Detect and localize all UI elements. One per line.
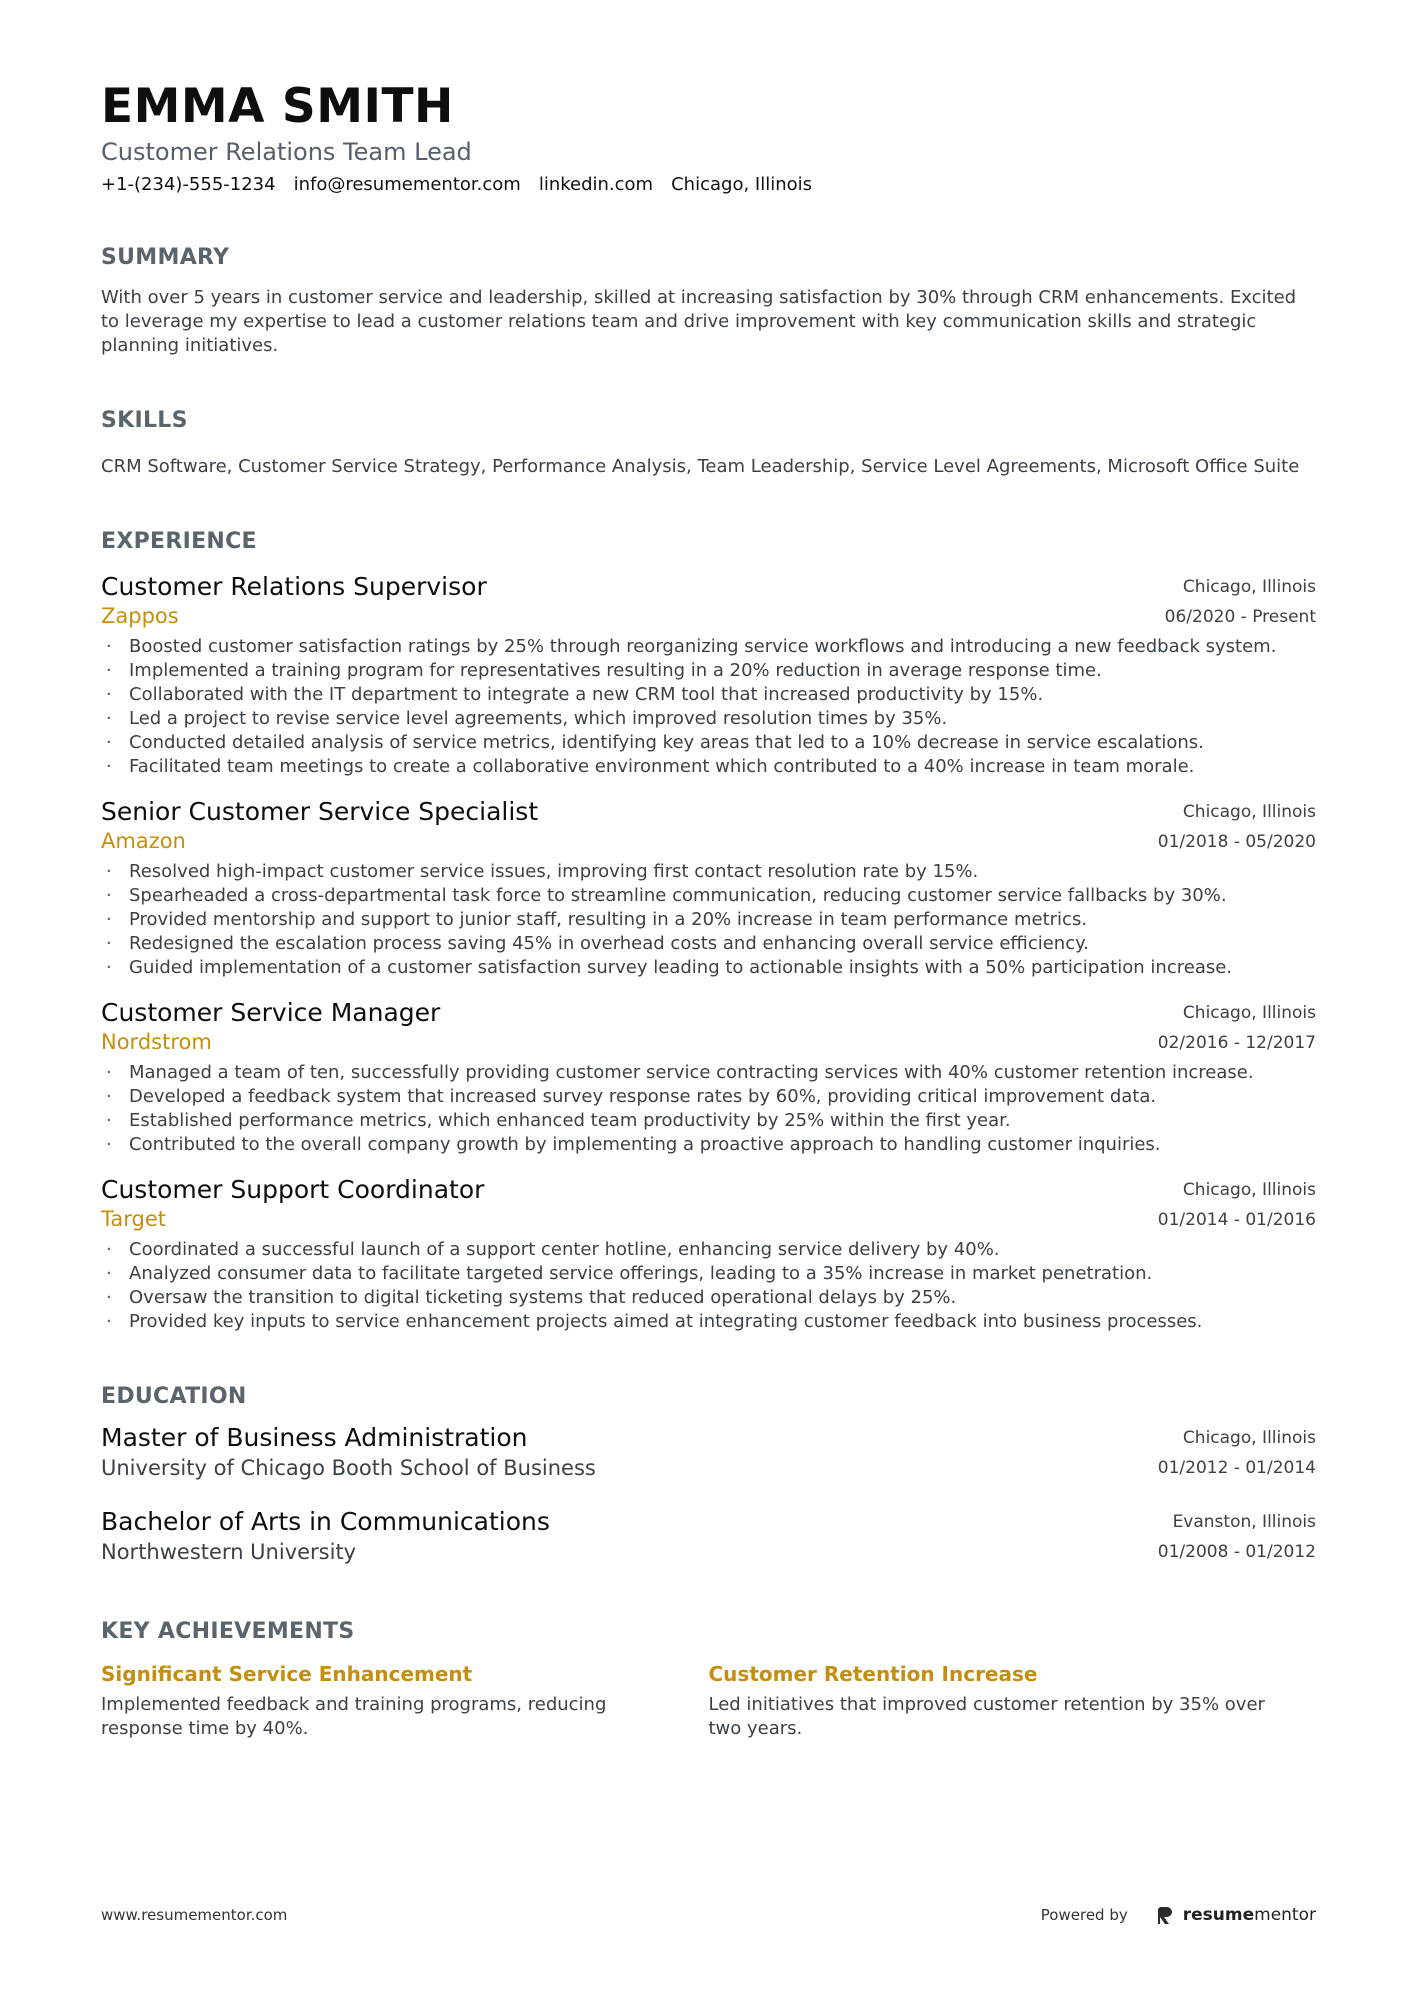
job-bullet: · Redesigned the escalation process saving 45% in overhead costs and enhancing overall service efficiency. <box>101 932 1316 956</box>
job-bullet: · Established performance metrics, which enhanced team productivity by 25% within the first year. <box>101 1109 1316 1133</box>
job-bullet: · Collaborated with the IT department to integrate a new CRM tool that increased productivity by 15%. <box>101 683 1316 707</box>
education-entry <box>101 1507 1316 1567</box>
job-entry <box>101 998 1316 1157</box>
job-bullets <box>101 1238 1316 1334</box>
job-title: Customer Service Manager <box>101 998 441 1028</box>
job-bullet: · Spearheaded a cross-departmental task force to streamline communication, reducing customer service fallbacks by 30%. <box>101 884 1316 908</box>
job-dates: 02/2016 - 12/2017 <box>1157 1033 1316 1054</box>
summary-text: With over 5 years in customer service and leadership, skilled at increasing satisfaction by 30% through CRM enhancements. Excited to leverage my expertise to lead a customer relations team and drive improvement with key communication skills and strategic planning initiatives. <box>101 287 1297 357</box>
powered-by-label: Powered by <box>1040 1906 1128 1924</box>
job-bullet: · Oversaw the transition to digital ticketing systems that reduced operational delays by 25%. <box>101 1286 1316 1310</box>
education-dates: 01/2008 - 01/2012 <box>1157 1542 1316 1563</box>
education-heading: EDUCATION <box>101 1384 247 1410</box>
job-bullets <box>101 1061 1316 1157</box>
brand-logo-text <box>1183 1905 1316 1925</box>
job-bullet: · Analyzed consumer data to facilitate targeted service offerings, leading to a 35% increase in market penetration. <box>101 1262 1316 1286</box>
footer-url-link[interactable]: www.resumementor.com <box>101 1906 288 1924</box>
resumementor-logo-icon <box>1158 1906 1173 1925</box>
achievements-heading: KEY ACHIEVEMENTS <box>101 1619 355 1645</box>
job-company: Nordstrom <box>101 1030 212 1055</box>
job-bullet: · Guided implementation of a customer satisfaction survey leading to actionable insights with a 50% participation increase. <box>101 956 1316 980</box>
contact-phone: +1-(234)-555-1234 <box>101 174 276 196</box>
job-entry <box>101 1175 1316 1334</box>
achievement-item <box>709 1660 1317 1741</box>
experience-section <box>101 529 1316 1334</box>
contact-linkedin: linkedin.com <box>538 174 654 196</box>
job-title: Customer Support Coordinator <box>101 1175 485 1205</box>
brand-logo-bold: resume <box>1182 1905 1255 1925</box>
brand-logo-rest: mentor <box>1254 1905 1316 1925</box>
contact-line <box>101 174 1316 195</box>
job-bullet: · Provided mentorship and support to junior staff, resulting in a 20% increase in team performance metrics. <box>101 908 1316 932</box>
job-bullets <box>101 860 1316 980</box>
job-dates: 01/2018 - 05/2020 <box>1157 832 1316 853</box>
education-location: Evanston, Illinois <box>1172 1512 1316 1533</box>
job-location: Chicago, Illinois <box>1182 1180 1316 1201</box>
job-bullets <box>101 635 1316 779</box>
job-dates: 01/2014 - 01/2016 <box>1157 1210 1316 1231</box>
job-bullet: · Led a project to revise service level agreements, which improved resolution times by 35%. <box>101 707 1316 731</box>
candidate-role: Customer Relations Team Lead <box>101 138 472 167</box>
education-location: Chicago, Illinois <box>1182 1428 1316 1449</box>
job-bullet: · Developed a feedback system that increased survey response rates by 60%, providing critical improvement data. <box>101 1085 1316 1109</box>
achievement-text: Implemented feedback and training programs, reducing response time by 40%. <box>101 1694 607 1740</box>
education-section <box>101 1384 1316 1567</box>
job-bullet: · Conducted detailed analysis of service metrics, identifying key areas that led to a 10% decrease in service escalations. <box>101 731 1316 755</box>
skills-heading: SKILLS <box>101 408 188 434</box>
brand-badge <box>1041 1905 1316 1925</box>
job-company: Target <box>101 1207 166 1232</box>
skills-text: CRM Software, Customer Service Strategy, Performance Analysis, Team Leadership, Service Level Agreements, Microsoft Office Suite <box>101 456 1300 478</box>
job-location: Chicago, Illinois <box>1182 802 1316 823</box>
skills-section <box>101 408 1316 479</box>
experience-heading: EXPERIENCE <box>101 529 257 555</box>
achievement-title: Customer Retention Increase <box>708 1662 1038 1687</box>
job-dates: 06/2020 - Present <box>1164 607 1316 628</box>
job-title: Customer Relations Supervisor <box>101 572 487 602</box>
summary-section <box>101 245 1316 358</box>
job-title: Senior Customer Service Specialist <box>101 797 539 827</box>
page-footer <box>101 1905 1316 1925</box>
job-bullet: · Boosted customer satisfaction ratings by 25% through reorganizing service workflows and introducing a new feedback system. <box>101 635 1316 659</box>
job-company: Amazon <box>101 829 186 854</box>
job-entry <box>101 797 1316 980</box>
job-bullet: · Provided key inputs to service enhancement projects aimed at integrating customer feedback into business processes. <box>101 1310 1316 1334</box>
resume-header <box>101 80 1316 195</box>
achievement-text: Led initiatives that improved customer retention by 35% over two years. <box>708 1694 1265 1740</box>
job-company: Zappos <box>101 604 179 629</box>
job-location: Chicago, Illinois <box>1182 577 1316 598</box>
job-bullet: · Coordinated a successful launch of a support center hotline, enhancing service delivery by 40%. <box>101 1238 1316 1262</box>
job-bullet: · Contributed to the overall company growth by implementing a proactive approach to handling customer inquiries. <box>101 1133 1316 1157</box>
contact-email: info@resumementor.com <box>293 174 521 196</box>
school-name: University of Chicago Booth School of Business <box>101 1456 596 1481</box>
achievement-item <box>101 1660 709 1741</box>
school-name: Northwestern University <box>101 1540 357 1565</box>
job-bullet: · Managed a team of ten, successfully providing customer service contracting services with 40% customer retention increase. <box>101 1061 1316 1085</box>
achievements-section <box>101 1619 1316 1741</box>
degree-title: Master of Business Administration <box>101 1423 528 1453</box>
job-bullet: · Facilitated team meetings to create a collaborative environment which contributed to a 40% increase in team morale. <box>101 755 1316 779</box>
candidate-name: EMMA SMITH <box>101 79 454 134</box>
job-bullet: · Implemented a training program for representatives resulting in a 20% reduction in average response time. <box>101 659 1316 683</box>
contact-location: Chicago, Illinois <box>671 174 813 196</box>
summary-heading: SUMMARY <box>101 245 230 271</box>
education-dates: 01/2012 - 01/2014 <box>1157 1458 1316 1479</box>
degree-title: Bachelor of Arts in Communications <box>101 1507 550 1537</box>
job-location: Chicago, Illinois <box>1182 1003 1316 1024</box>
resume-page <box>101 80 1316 1741</box>
job-entry <box>101 572 1316 779</box>
education-entry <box>101 1423 1316 1483</box>
job-bullet: · Resolved high-impact customer service issues, improving first contact resolution rate by 15%. <box>101 860 1316 884</box>
achievement-title: Significant Service Enhancement <box>101 1662 473 1687</box>
